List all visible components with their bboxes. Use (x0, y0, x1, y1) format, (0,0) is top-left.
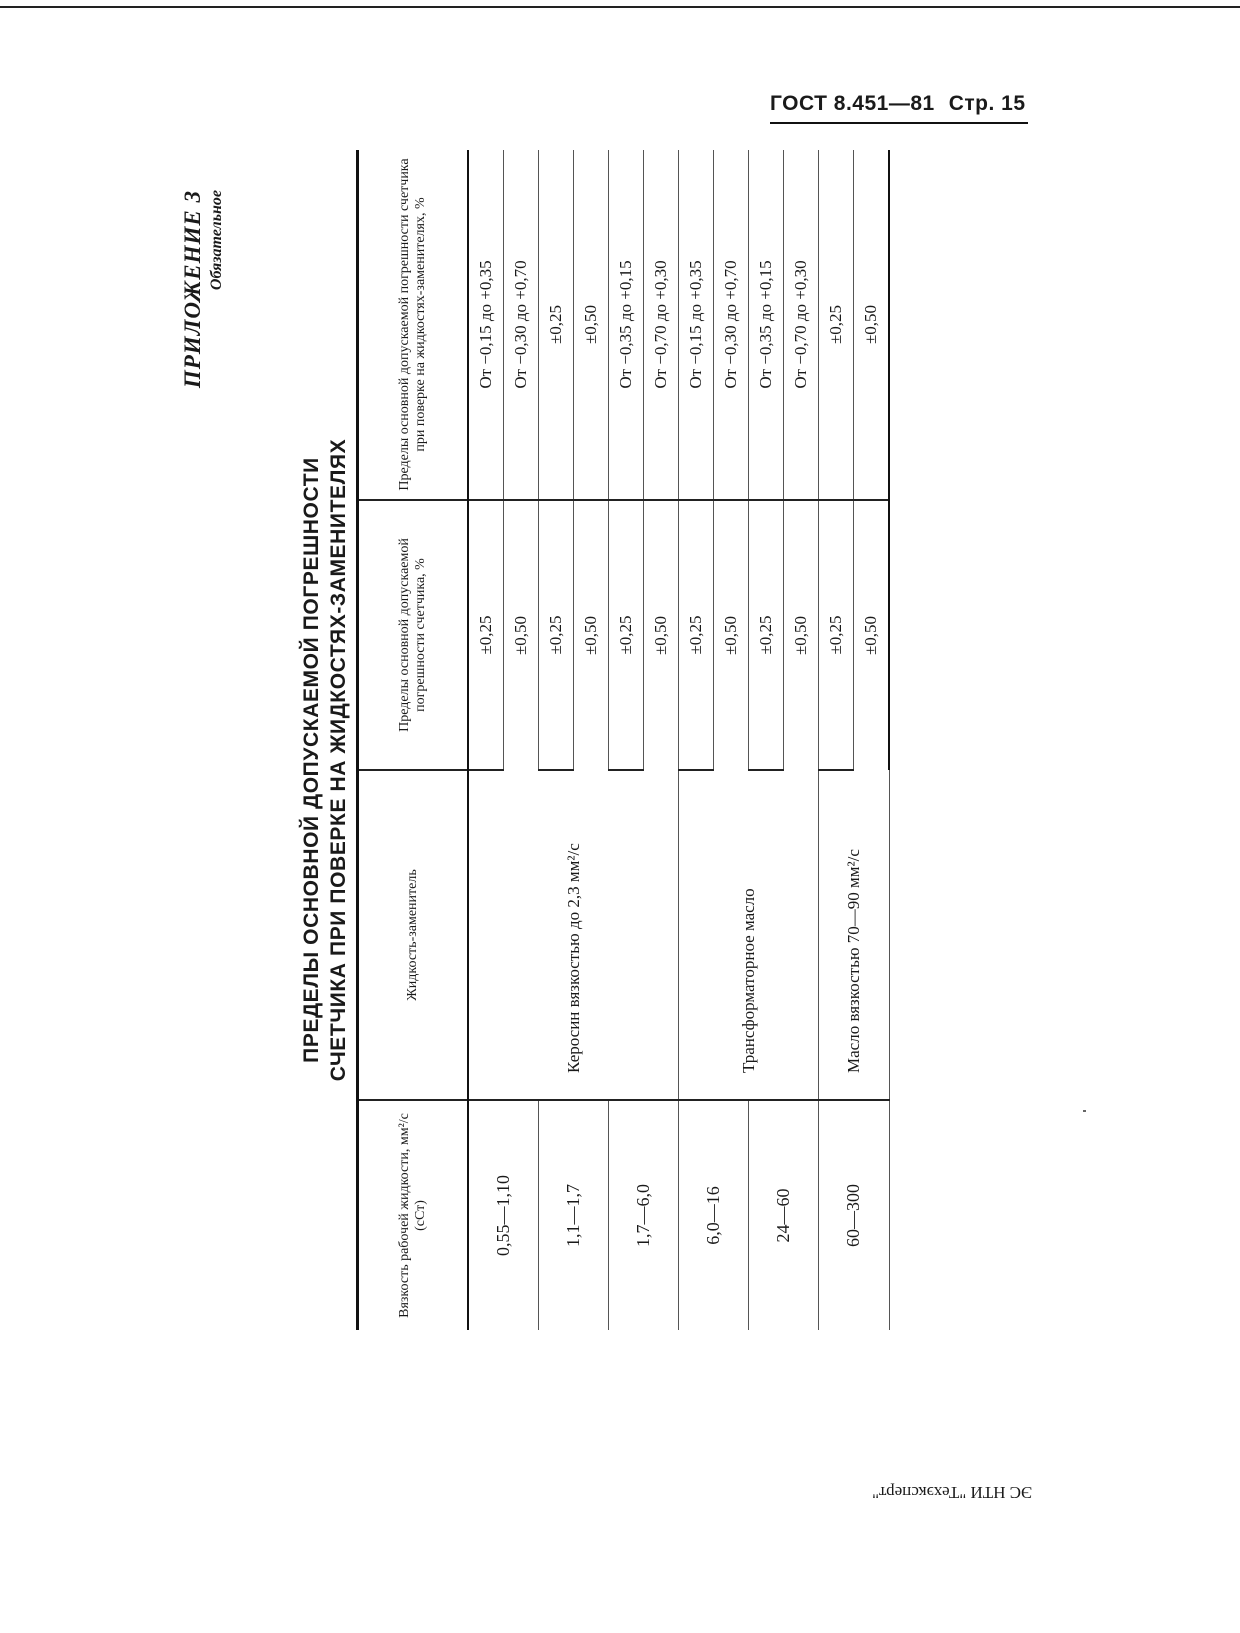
counter-error-cell: ±0,50 (644, 500, 679, 770)
scan-speck (1083, 1110, 1086, 1112)
counter-error-cell: ±0,25 (539, 500, 574, 770)
substitute-error-cell: От −0,70 до +0,30 (784, 150, 819, 500)
viscosity-cell: 6,0—16 (679, 1100, 749, 1330)
substitute-error-cell: От −0,35 до +0,15 (749, 150, 784, 500)
substitute-error-cell: От −0,15 до +0,35 (679, 150, 714, 500)
fluid-cell: Керосин вязкостью до 2,3 мм²/с (468, 770, 679, 1100)
rotated-content (180, 100, 1030, 1420)
table-row (539, 150, 574, 1330)
page-number: Стр. 15 (948, 92, 1026, 115)
fluid-cell: Трансформаторное масло (679, 770, 819, 1100)
counter-error-cell: ±0,50 (854, 500, 890, 770)
appendix-subtitle: Обязательное (208, 190, 225, 291)
top-rule (0, 6, 1240, 8)
page-title (298, 100, 352, 1420)
viscosity-cell: 1,1—1,7 (539, 1100, 609, 1330)
counter-error-cell: ±0,50 (504, 500, 539, 770)
counter-error-cell: ±0,25 (679, 500, 714, 770)
substitute-error-cell: От −0,70 до +0,30 (644, 150, 679, 500)
header-counter-error: Пределы основной допускаемой погрешности счетчика, % (358, 500, 469, 770)
substitute-error-cell: От −0,15 до +0,35 (468, 150, 504, 500)
table-header-row (358, 150, 469, 1330)
counter-error-cell: ±0,50 (714, 500, 749, 770)
substitute-error-cell: От −0,35 до +0,15 (609, 150, 644, 500)
appendix-title: ПРИЛОЖЕНИЕ 3 (180, 190, 205, 389)
title-line-1: ПРЕДЕЛЫ ОСНОВНОЙ ДОПУСКАЕМОЙ ПОГРЕШНОСТИ (300, 457, 323, 1063)
table-row (819, 150, 854, 1330)
viscosity-cell: 24—60 (749, 1100, 819, 1330)
substitute-error-cell: ±0,50 (574, 150, 609, 500)
table-row (609, 150, 644, 1330)
substitute-error-cell: ±0,25 (539, 150, 574, 500)
publisher-footer: ЭС НТИ "Техэксперт" (872, 1483, 1033, 1502)
title-line-2: СЧЕТЧИКА ПРИ ПОВЕРКЕ НА ЖИДКОСТЯХ-ЗАМЕНИТЕЛЯХ (327, 438, 350, 1082)
counter-error-cell: ±0,25 (609, 500, 644, 770)
appendix-label (180, 190, 226, 388)
table-row (679, 150, 714, 1330)
counter-error-cell: ±0,50 (574, 500, 609, 770)
table-row (468, 150, 504, 1330)
counter-error-cell: ±0,50 (784, 500, 819, 770)
substitute-error-cell: ±0,50 (854, 150, 890, 500)
substitute-error-cell: ±0,25 (819, 150, 854, 500)
standard-number: ГОСТ 8.451—81 (770, 92, 935, 115)
table-body (468, 150, 889, 1330)
viscosity-cell: 60—300 (819, 1100, 890, 1330)
error-limits-table (356, 150, 890, 1330)
viscosity-cell: 0,55—1,10 (468, 1100, 539, 1330)
header-substitute-error: Пределы основной допускаемой погрешности счетчика при поверке на жидкостях-заменителях, % (358, 150, 469, 500)
counter-error-cell: ±0,25 (749, 500, 784, 770)
table-row (749, 150, 784, 1330)
viscosity-cell: 1,7—6,0 (609, 1100, 679, 1330)
counter-error-cell: ±0,25 (468, 500, 504, 770)
counter-error-cell: ±0,25 (819, 500, 854, 770)
header-fluid: Жидкость-заменитель (358, 770, 469, 1100)
substitute-error-cell: От −0,30 до +0,70 (714, 150, 749, 500)
fluid-cell: Масло вязкостью 70—90 мм²/с (819, 770, 890, 1100)
header-viscosity: Вязкость рабочей жидкости, мм²/с (сСт) (358, 1100, 469, 1330)
substitute-error-cell: От −0,30 до +0,70 (504, 150, 539, 500)
